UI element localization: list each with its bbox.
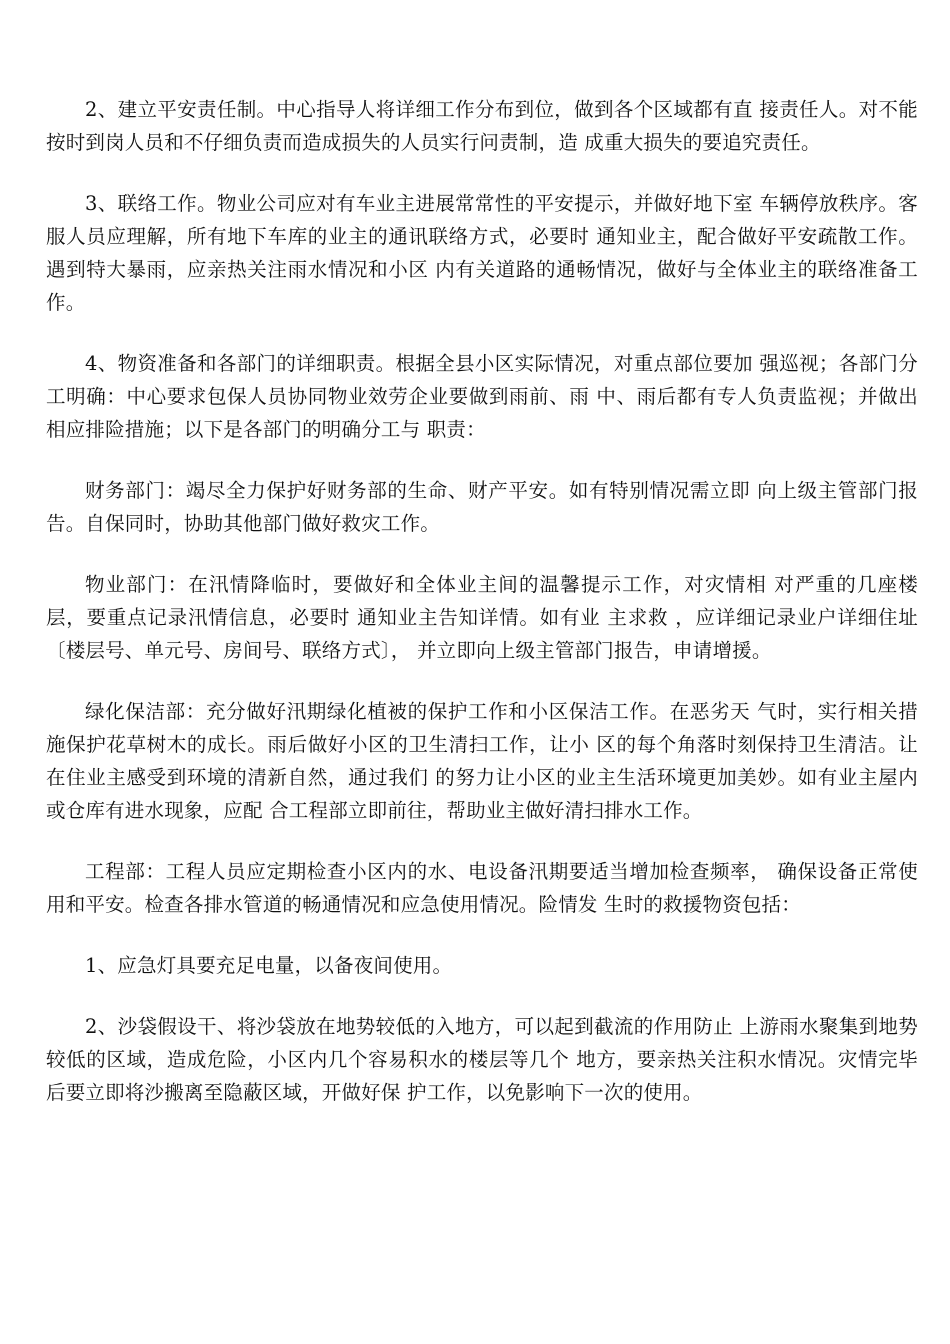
paragraph-liaison-work: 3、联络工作。物业公司应对有车业主进展常常性的平安提示，并做好地下室 车辆停放秩序。客服人员应理解，所有地下车库的业主的通讯联络方式，必要时 通知业主，配合做好平安疏散工作。遇到特大暴雨，应亲热关注雨水情况和小区 内有关道路的通畅情况，做好与全体业主的联络准备工作。 (46, 192, 918, 314)
paragraph-safety-responsibility: 2、建立平安责任制。中心指导人将详细工作分布到位，做到各个区域都有直 接责任人。对不能按时到岗人员和不仔细负责而造成损失的人员实行问责制，造 成重大损失的要追究责任。 (46, 98, 918, 154)
document-page (46, 93, 918, 1137)
paragraph-greening-cleaning: 绿化保洁部：充分做好汛期绿化植被的保护工作和小区保洁工作。在恶劣天 气时，实行相关措施保护花草树木的成长。雨后做好小区的卫生清扫工作，让小 区的每个角落时刻保持卫生清洁。让在住业主感受到环境的清新自然，通过我们 的努力让小区的业主生活环境更加美妙。如有业主屋内或仓库有进水现象，应配 合工程部立即前往，帮助业主做好清扫排水工作。 (46, 700, 918, 822)
paragraph-property-department: 物业部门：在汛情降临时，要做好和全体业主间的温馨提示工作，对灾情相 对严重的几座楼层，要重点记录汛情信息，必要时 通知业主告知详情。如有业 主求救 ，应详细记录业户详细住址〔楼层号、单元号、房间号、联络方式〕， 并立即向上级主管部门报告，申请增援。 (46, 573, 918, 662)
paragraph-sandbags: 2、沙袋假设干、将沙袋放在地势较低的入地方，可以起到截流的作用防止 上游雨水聚集到地势较低的区域，造成危险，小区内几个容易积水的楼层等几个 地方，要亲热关注积水情况。灾情完毕后要立即将沙搬离至隐蔽区域，开做好保 护工作，以免影响下一次的使用。 (46, 1015, 918, 1104)
paragraph-emergency-lights: 1、应急灯具要充足电量，以备夜间使用。 (85, 954, 453, 977)
paragraph-finance-department: 财务部门：竭尽全力保护好财务部的生命、财产平安。如有特别情况需立即 向上级主管部门报告。自保同时，协助其他部门做好救灾工作。 (46, 479, 918, 535)
paragraph-materials-and-duties: 4、物资准备和各部门的详细职责。根据全县小区实际情况，对重点部位要加 强巡视；各部门分工明确：中心要求包保人员协同物业效劳企业要做到雨前、雨 中、雨后都有专人负责监视；并做出相应排险措施；以下是各部门的明确分工与 职责： (46, 352, 918, 441)
paragraph-engineering-department: 工程部：工程人员应定期检查小区内的水、电设备汛期要适当增加检查频率， 确保设备正常使用和平安。检查各排水管道的畅通情况和应急使用情况。险情发 生时的救援物资包括： (46, 860, 918, 916)
